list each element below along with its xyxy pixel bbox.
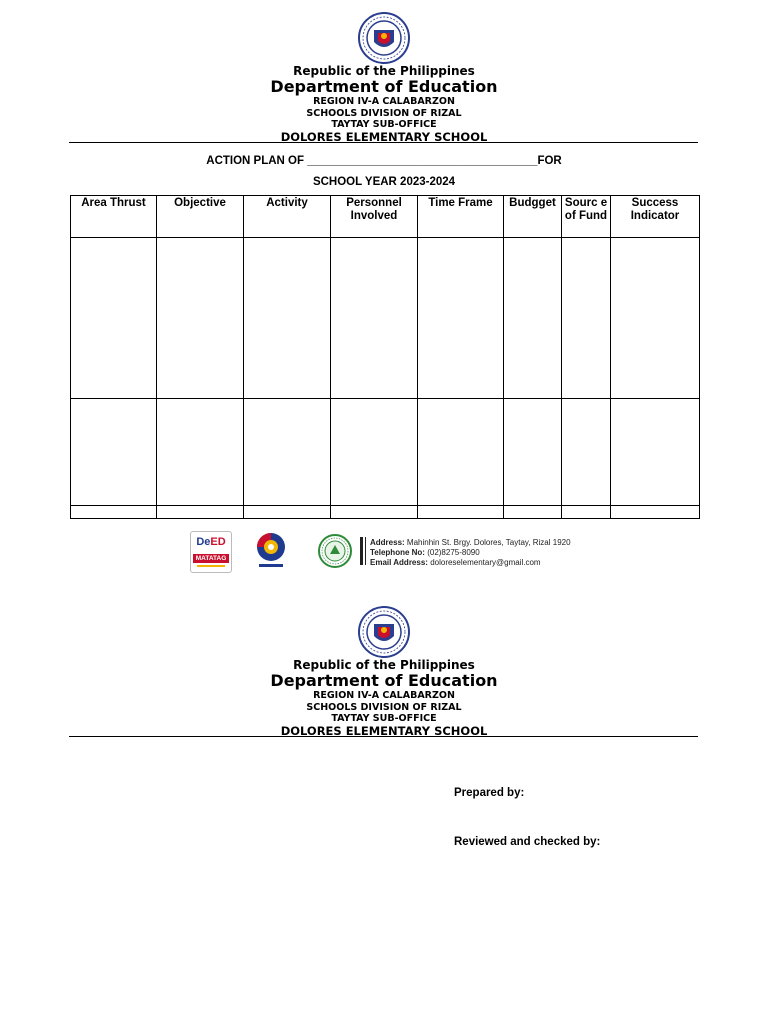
table-cell[interactable] — [562, 238, 611, 399]
bagong-pilipinas-logo-icon — [252, 530, 290, 572]
column-header-activity: Activity — [244, 196, 331, 238]
table-cell[interactable] — [418, 238, 504, 399]
department-heading: Department of Education — [270, 77, 498, 96]
action-plan-title: ACTION PLAN OF ____________________________________FOR — [206, 155, 562, 167]
table-cell[interactable] — [71, 238, 157, 399]
table-row — [71, 399, 700, 506]
school-name: DOLORES ELEMENTARY SCHOOL — [280, 723, 488, 738]
logo-text-b: ED — [210, 536, 226, 548]
email-value[interactable]: doloreselementary@gmail.com — [430, 558, 541, 567]
email-label: Email Address: — [370, 558, 428, 567]
table-cell[interactable] — [331, 238, 418, 399]
phone-label: Telephone No: — [370, 548, 425, 557]
region-line: REGION IV-A CALABARZON — [313, 96, 455, 107]
division-line: SCHOOLS DIVISION OF RIZAL — [306, 107, 462, 119]
table-cell[interactable] — [562, 399, 611, 506]
footer-divider — [360, 537, 363, 565]
school-seal-icon — [318, 534, 352, 568]
letterhead — [0, 12, 768, 144]
reviewed-by-label: Reviewed and checked by: — [454, 836, 601, 848]
table-cell[interactable] — [157, 506, 244, 519]
republic-heading: Republic of the Philippines — [293, 64, 475, 78]
table-cell[interactable] — [331, 399, 418, 506]
table-header-row — [71, 196, 700, 238]
republic-heading: Republic of the Philippines — [293, 658, 475, 672]
school-year: SCHOOL YEAR 2023-2024 — [312, 176, 456, 188]
address-value: Mahinhin St. Brgy. Dolores, Taytay, Rizal 1920 — [406, 538, 571, 547]
table-cell[interactable] — [418, 506, 504, 519]
table-cell[interactable] — [244, 506, 331, 519]
suboffice-line: TAYTAY SUB-OFFICE — [331, 713, 437, 724]
page-footer — [188, 530, 608, 572]
action-plan-table — [70, 195, 700, 519]
header-divider — [69, 142, 698, 143]
division-line: SCHOOLS DIVISION OF RIZAL — [306, 701, 462, 713]
contact-block — [370, 538, 571, 568]
address-label: Address: — [370, 538, 405, 547]
suboffice-line: TAYTAY SUB-OFFICE — [331, 119, 437, 130]
table-cell[interactable] — [331, 506, 418, 519]
table-cell[interactable] — [157, 399, 244, 506]
table-cell[interactable] — [504, 399, 562, 506]
table-cell[interactable] — [504, 506, 562, 519]
department-heading: Department of Education — [270, 671, 498, 690]
footer-divider — [365, 537, 366, 565]
table-cell[interactable] — [418, 399, 504, 506]
column-header-objective: Objective — [157, 196, 244, 238]
school-name: DOLORES ELEMENTARY SCHOOL — [280, 129, 488, 144]
deped-seal-icon — [358, 12, 410, 64]
table-cell[interactable] — [157, 238, 244, 399]
table-cell[interactable] — [611, 506, 700, 519]
table-cell[interactable] — [611, 238, 700, 399]
logo-matatag-text: MATATAG — [193, 554, 229, 563]
table-row — [71, 238, 700, 399]
table-cell[interactable] — [244, 399, 331, 506]
column-header-personnel: Personnel Involved — [331, 196, 418, 238]
table-row — [71, 506, 700, 519]
region-line: REGION IV-A CALABARZON — [313, 690, 455, 701]
table-cell[interactable] — [244, 238, 331, 399]
header-divider — [69, 736, 698, 737]
column-header-source-of-fund: Sourc e of Fund — [562, 196, 611, 238]
column-header-budget: Budgget — [504, 196, 562, 238]
table-cell[interactable] — [562, 506, 611, 519]
prepared-by-label: Prepared by: — [454, 787, 525, 799]
table-cell[interactable] — [71, 399, 157, 506]
table-cell[interactable] — [71, 506, 157, 519]
table-cell[interactable] — [611, 399, 700, 506]
phone-value: (02)8275-8090 — [427, 548, 480, 557]
logo-text-a: De — [196, 536, 211, 548]
table-cell[interactable] — [504, 238, 562, 399]
column-header-time-frame: Time Frame — [418, 196, 504, 238]
deped-matatag-logo-icon — [190, 531, 232, 573]
column-header-area-thrust: Area Thrust — [71, 196, 157, 238]
letterhead-page-2 — [0, 606, 768, 738]
deped-seal-icon — [358, 606, 410, 658]
column-header-success-indicator: Success Indicator — [611, 196, 700, 238]
